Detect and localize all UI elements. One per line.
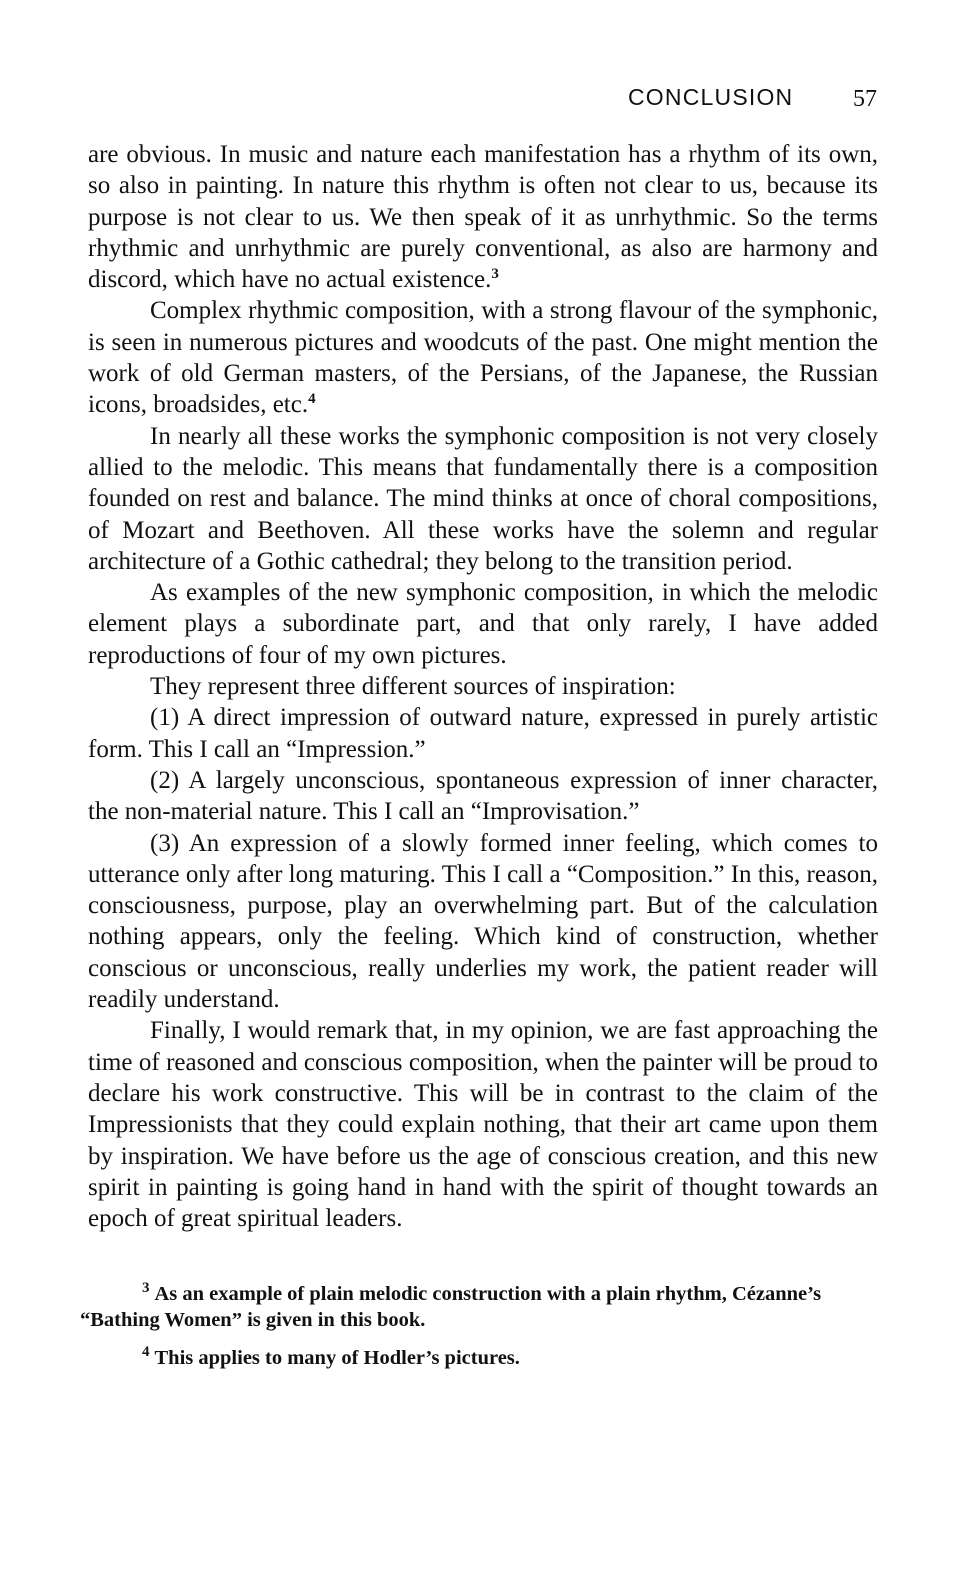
footnote-ref-4: 4 xyxy=(308,391,316,408)
paragraph-1-text: are obvious. In music and nature each manifestation has a rhythm of its own, so also in painting. In nature this rhythm is often not clear to us, because its purpose is not clear to us. We then speak of it as unrhythmic. So the terms rhythmic and unrhythmic are purely conventional, as also are harmony and discord, which have no actual existence. xyxy=(88,141,878,294)
paragraph-2-text: Complex rhythmic composition, with a strong flavour of the symphonic, is seen in numerous pictures and woodcuts of the past. One might mention the work of old German masters, of the Persians, of the Japanese, the Russian icons, broadsides, etc. xyxy=(88,297,878,419)
footnote-4-text: This applies to many of Hodler’s pictures. xyxy=(154,1347,520,1369)
paragraph-6: (1) A direct impression of outward nature, expressed in purely artistic form. This I call an “Impression.” xyxy=(88,704,878,763)
running-head xyxy=(0,84,980,114)
footnote-ref-3: 3 xyxy=(491,266,499,283)
page-number: 57 xyxy=(853,86,877,112)
paragraph-1 xyxy=(88,139,878,295)
footnote-4 xyxy=(80,1345,880,1371)
footnote-3-marker: 3 xyxy=(142,1280,150,1296)
footnotes xyxy=(80,1281,880,1383)
paragraph-9: Finally, I would remark that, in my opinion, we are fast approaching the time of reasoned and conscious composition, when the painter will be proud to declare his work constructive. This will be in contrast to the claim of the Impressionists that they could explain nothing, that their art came upon them by inspiration. We have before us the age of conscious creation, and this new spirit in painting is going hand in hand with the spirit of thought towards an epoch of great spiritual leaders. xyxy=(88,1017,878,1233)
footnote-4-marker: 4 xyxy=(142,1344,150,1360)
paragraph-7: (2) A largely unconscious, spontaneous expression of inner character, the non-material nature. This I call an “Improvisation.” xyxy=(88,766,878,826)
paragraph-5: They represent three different sources of inspiration: xyxy=(150,673,676,701)
paragraph-4: As examples of the new symphonic composition, in which the melodic element plays a subordinate part, and that only rarely, I have added reproductions of four of my own pictures. xyxy=(88,579,878,669)
body-text xyxy=(88,139,878,1234)
footnote-3 xyxy=(80,1281,880,1333)
paragraph-2 xyxy=(88,295,878,420)
footnote-3-text: As an example of plain melodic construction with a plain rhythm, Cézanne’s “Bathing Women” is given in this book. xyxy=(80,1283,822,1331)
running-title: CONCLUSION xyxy=(628,84,794,110)
paragraph-8: (3) An expression of a slowly formed inner feeling, which comes to utterance only after long maturing. This I call a “Composition.” In this, reason, consciousness, purpose, play an overwhelming part. But of the calculation nothing appears, only the feeling. Which kind of construction, whether conscious or unconscious, really underlies my work, the patient reader will readily understand. xyxy=(88,829,878,1014)
paragraph-3: In nearly all these works the symphonic composition is not very closely allied to the melodic. This means that fundamentally there is a composition founded on rest and balance. The mind thinks at once of choral compositions, of Mozart and Beethoven. All these works have the solemn and regular architecture of a Gothic cathedral; they belong to the transition period. xyxy=(88,422,878,575)
